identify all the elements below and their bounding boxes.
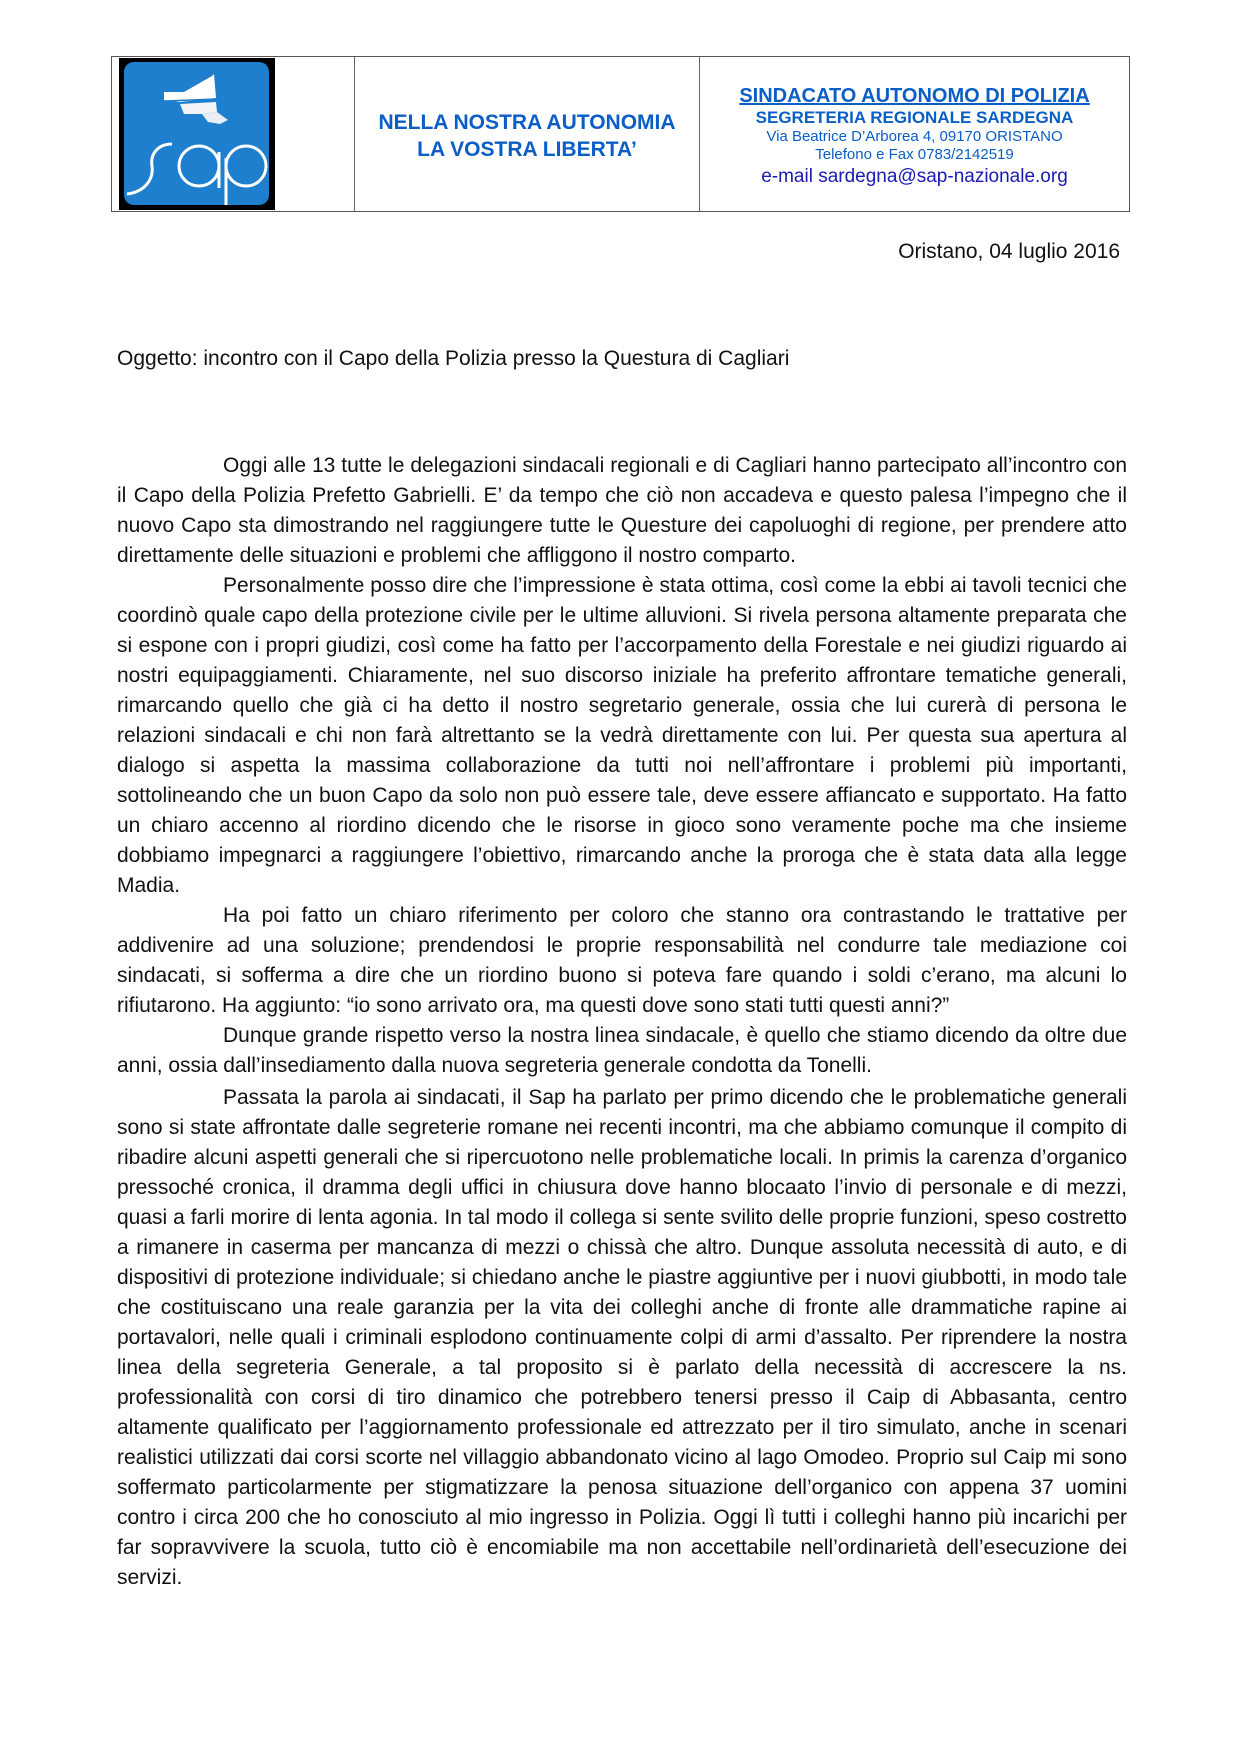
body-paragraph: Passata la parola ai sindacati, il Sap ha parlato per primo dicendo che le problematiche generali sono si state affrontate dalle segreterie romane nei recenti incontri, ma che abbiamo comunque il compito di ribadire alcuni aspetti generali che si ripercuotono nelle problematiche locali. In primis la carenza d’organico pressoché cronica, il dramma degli uffici in chiusura dove hanno blocaato l’invio di personale e di mezzi, quasi a farli morire di lenta agonia. In tal modo il collega si sente svilito delle proprie funzioni, speso costretto a rimanere in caserma per mancanza di mezzi o chissà che altro. Dunque assoluta necessità di auto, e di dispositivi di protezione individuale; si chiedano anche le piastre aggiuntive per i nuovi giubbotti, in modo tale che costituiscano una reale garanzia per la vita dei colleghi anche di fronte alle drammatiche rapine ai portavalori, nelle quali i criminali esplodono continuamente colpi di armi d’assalto. Per riprendere la nostra linea della segreteria Generale, a tal proposito si è parlato della necessità di accrescere la ns. professionalità con corsi di tiro dinamico che potrebbero tenersi presso il Caip di Abbasanta, centro altamente qualificato per l’aggiornamento professionale ed attrezzato per il tiro simulato, anche in scenari realistici utilizzati dai corsi scorte nel villaggio abbandonato vicino al lago Omodeo. Proprio sul Caip mi sono soffermato particolarmente per stigmatizzare la penosa situazione dell’organico con appena 37 uomini contro i circa 200 che ho conosciuto al mio ingresso in Polizia. Oggi lì tutti i colleghi hanno più incarichi per far sopravvivere la scuola, tutto ciò è encomiabile ma non accettabile nell’ordinarietà dell’esecuzione dei servizi. bbox=[117, 1086, 1127, 1589]
body-paragraph: Oggi alle 13 tutte le delegazioni sindacali regionali e di Cagliari hanno partecipato all’incontro con il Capo della Polizia Prefetto Gabrielli. E’ da tempo che ciò non accadeva e questo palesa l’impegno che il nuovo Capo sta dimostrando nel raggiungere tutte le Questure dei capoluoghi di regione, per prendere atto direttamente delle situazioni e problemi che affliggono il nostro comparto. bbox=[117, 454, 1127, 567]
letter-subject: Oggetto: incontro con il Capo della Polizia presso la Questura di Cagliari bbox=[117, 347, 790, 370]
letter-date: Oristano, 04 luglio 2016 bbox=[898, 240, 1120, 263]
sap-logo-badge bbox=[124, 62, 269, 205]
letter-body bbox=[117, 451, 1127, 1593]
motto-line-2: LA VOSTRA LIBERTA’ bbox=[417, 138, 637, 161]
organization-email-link[interactable]: e-mail sardegna@sap-nazionale.org bbox=[761, 165, 1068, 187]
body-paragraph: Ha poi fatto un chiaro riferimento per coloro che stanno ora contrastando le trattative per addivenire ad una soluzione; prendendosi le proprie responsabilità nel condurre tale mediazione coi sindacati, si sofferma a dire che un riordino buono si poteva fare quando i soldi c’erano, ma alcuni lo rifiutarono. Ha aggiunto: “io sono arrivato ora, ma questi dove sono stati tutti questi anni?” bbox=[117, 904, 1127, 1017]
motto-line-1: NELLA NOSTRA AUTONOMIA bbox=[378, 111, 676, 134]
body-paragraph: Dunque grande rispetto verso la nostra linea sindacale, è quello che stiamo dicendo da oltre due anni, ossia dall’insediamento dalla nuova segreteria generale condotta da Tonelli. bbox=[117, 1024, 1127, 1077]
police-cap-and-sap-lettering-icon bbox=[124, 62, 269, 205]
sap-logo-icon bbox=[119, 58, 275, 210]
body-paragraph: Personalmente posso dire che l’impressione è stata ottima, così come la ebbi ai tavoli tecnici che coordinò quale capo della protezione civile per le ultime alluvioni. Si rivela persona altamente preparata che si espone con i propri giudizi, così come ha fatto per l’accorpamento della Forestale e nei giudizi riguardo ai nostri equipaggiamenti. Chiaramente, nel suo discorso iniziale ha preferito affrontare tematiche generali, rimarcando quello che già ci ha detto il nostro segretario generale, ossia che lui curerà di persona le relazioni sindacali e chi non farà altrettanto se la vedrà direttamente con lui. Per questa sua apertura al dialogo si aspetta la massima collaborazione da tutti noi nell’affrontare i problemi più importanti, sottolineando che un buon Capo da solo non può essere tale, deve essere affiancato e supportato. Ha fatto un chiaro accenno al riordino dicendo che le risorse in gioco sono veramente poche ma che insieme dobbiamo impegnarci a raggiungere l’obiettivo, rimarcando anche la proroga che è stata data alla legge Madia. bbox=[117, 574, 1127, 897]
letterhead-logo-cell bbox=[112, 57, 355, 211]
organization-cell bbox=[700, 57, 1129, 213]
organization-phone: Telefono e Fax 0783/2142519 bbox=[815, 145, 1014, 163]
letterhead-table bbox=[111, 56, 1130, 212]
organization-division: SEGRETERIA REGIONALE SARDEGNA bbox=[755, 107, 1074, 127]
organization-name: SINDACATO AUTONOMO DI POLIZIA bbox=[739, 84, 1090, 107]
organization-address: Via Beatrice D’Arborea 4, 09170 ORISTANO bbox=[766, 127, 1063, 145]
motto-cell bbox=[355, 57, 700, 211]
